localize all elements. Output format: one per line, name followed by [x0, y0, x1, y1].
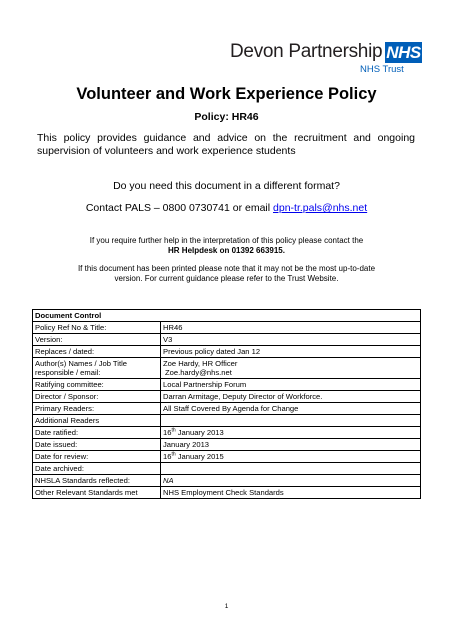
table-row: [33, 451, 421, 463]
table-heading: Document Control: [33, 310, 421, 322]
row-label: Date ratified:: [33, 427, 161, 439]
table-header-row: [33, 310, 421, 322]
row-value: Darran Armitage, Deputy Director of Workforce.: [161, 391, 421, 403]
row-label: Ratifying committee:: [33, 379, 161, 391]
author-label-line-2: responsible / email:: [35, 368, 101, 377]
table-row: [33, 439, 421, 451]
table-row: [33, 475, 421, 487]
intro-line-1: This policy provides guidance and advice on the recruitment and ongoing: [37, 132, 415, 144]
row-label: [33, 358, 161, 379]
review-month-year: January 2015: [175, 452, 224, 461]
trust-logo: [230, 41, 422, 77]
row-label: Additional Readers: [33, 415, 161, 427]
row-value: [161, 463, 421, 475]
row-value: [161, 358, 421, 379]
table-row: [33, 415, 421, 427]
help-line-1: If you require further help in the interpretation of this policy please contact the: [89, 236, 364, 245]
pals-email-link[interactable]: dpn-tr.pals@nhs.net: [273, 202, 368, 214]
help-notice: [0, 236, 453, 256]
ratified-ordinal: th: [171, 427, 176, 434]
table-row: [33, 322, 421, 334]
table-row: [33, 379, 421, 391]
printed-line-2: version. For current guidance please refer to the Trust Website.: [114, 274, 339, 283]
table-row: [33, 427, 421, 439]
row-value: [161, 427, 421, 439]
row-label: Director / Sponsor:: [33, 391, 161, 403]
contact-line: [0, 202, 453, 214]
ratified-month-year: January 2013: [175, 428, 224, 437]
row-label: Primary Readers:: [33, 403, 161, 415]
policy-number: Policy: HR46: [194, 111, 259, 123]
row-label: Version:: [33, 334, 161, 346]
author-name: Zoe Hardy, HR Officer: [163, 359, 238, 368]
row-label: Policy Ref No & Title:: [33, 322, 161, 334]
row-label: Date archived:: [33, 463, 161, 475]
review-ordinal: th: [171, 451, 176, 458]
printed-line-1: If this document has been printed please note that it may not be the most up-to-date: [77, 264, 376, 273]
row-value: January 2013: [161, 439, 421, 451]
table-row: [33, 358, 421, 379]
document-control-table: [32, 309, 421, 499]
row-label: Date for review:: [33, 451, 161, 463]
review-day: 16: [163, 452, 172, 461]
row-value: Previous policy dated Jan 12: [161, 346, 421, 358]
author-email: Zoe.hardy@nhs.net: [165, 368, 232, 377]
row-value: HR46: [161, 322, 421, 334]
table-row: [33, 391, 421, 403]
nhs-badge: NHS: [386, 43, 421, 62]
row-value: All Staff Covered By Agenda for Change: [161, 403, 421, 415]
table-row: [33, 403, 421, 415]
row-value: NA: [161, 475, 421, 487]
row-label: Replaces / dated:: [33, 346, 161, 358]
intro-line-2: supervision of volunteers and work experience students: [37, 145, 296, 157]
page-number: 1: [224, 603, 229, 610]
table-row: [33, 334, 421, 346]
table-row: [33, 487, 421, 499]
row-value: V3: [161, 334, 421, 346]
author-label-line-1: Author(s) Names / Job Title: [35, 359, 127, 368]
row-value: NHS Employment Check Standards: [161, 487, 421, 499]
document-title: Volunteer and Work Experience Policy: [76, 85, 377, 103]
contact-prefix: Contact PALS – 0800 0730741 or email: [85, 202, 274, 214]
intro-paragraph: [37, 132, 415, 158]
row-label: Other Relevant Standards met: [33, 487, 161, 499]
ratified-day: 16: [163, 428, 172, 437]
row-label: NHSLA Standards reflected:: [33, 475, 161, 487]
row-value: Local Partnership Forum: [161, 379, 421, 391]
logo-name: Devon Partnership: [230, 41, 383, 62]
printed-notice: [0, 264, 453, 284]
table-row: [33, 346, 421, 358]
table-row: [33, 463, 421, 475]
logo-subtitle: NHS Trust: [360, 64, 404, 75]
row-label: Date issued:: [33, 439, 161, 451]
row-value: [161, 415, 421, 427]
format-question: Do you need this document in a different format?: [113, 180, 340, 192]
hr-helpdesk: HR Helpdesk on 01392 663915.: [168, 246, 285, 255]
row-value: [161, 451, 421, 463]
